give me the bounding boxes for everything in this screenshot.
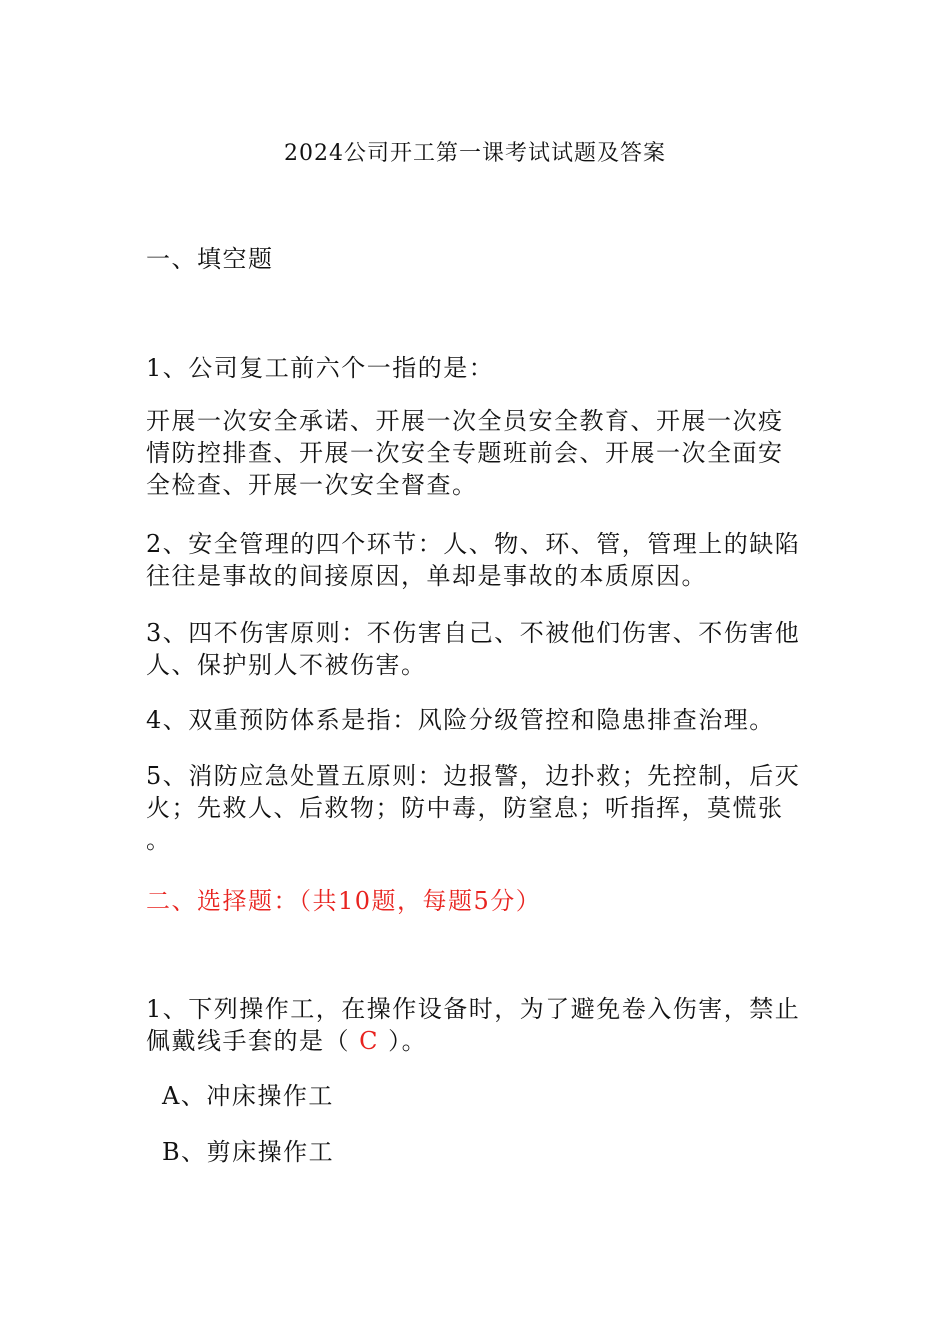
section-heading-fill-in: 一、填空题 bbox=[146, 245, 274, 273]
question-1 bbox=[146, 352, 806, 384]
answer-line: 情防控排查、开展一次安全专题班前会、开展一次全面安 bbox=[146, 439, 784, 467]
document-title: 2024公司开工第一课考试试题及答案 bbox=[284, 141, 666, 166]
question-3 bbox=[146, 617, 806, 681]
question-line: 1、公司复工前六个一指的是： bbox=[146, 354, 495, 382]
question-4 bbox=[146, 704, 806, 736]
question-line bbox=[146, 1025, 806, 1057]
question-line: 2、安全管理的四个环节：人、物、环、管，管理上的缺陷 bbox=[146, 530, 801, 558]
question-line: 往往是事故的间接原因，单却是事故的本质原因。 bbox=[146, 562, 707, 590]
section-heading-multiple-choice: 二、选择题：（共10题，每题5分） bbox=[146, 887, 542, 915]
question-5 bbox=[146, 760, 806, 856]
question-line: 。 bbox=[146, 826, 172, 854]
answer-1 bbox=[146, 405, 806, 501]
question-line: 人、保护别人不被伤害。 bbox=[146, 651, 427, 679]
option-b: B、剪床操作工 bbox=[162, 1138, 335, 1166]
question-line: 火；先救人、后救物；防中毒，防窒息；听指挥，莫慌张 bbox=[146, 794, 784, 822]
question-line: 3、四不伤害原则：不伤害自己、不被他们伤害、不伤害他 bbox=[146, 619, 801, 647]
answer-line: 全检查、开展一次安全督查。 bbox=[146, 471, 478, 499]
answer-letter: C bbox=[359, 1027, 380, 1055]
option-a: A、冲床操作工 bbox=[162, 1082, 334, 1110]
question-line: 5、消防应急处置五原则：边报警，边扑救；先控制，后灭 bbox=[146, 762, 801, 790]
question-2 bbox=[146, 528, 806, 592]
question-line: 1、下列操作工，在操作设备时，为了避免卷入伤害，禁止 bbox=[146, 995, 801, 1023]
question-text: 佩戴线手套的是（ bbox=[146, 1027, 360, 1055]
question-line: 4、双重预防体系是指：风险分级管控和隐患排查治理。 bbox=[146, 706, 775, 734]
question-text: ）。 bbox=[379, 1027, 428, 1055]
choice-question-1 bbox=[146, 993, 806, 1057]
answer-line: 开展一次安全承诺、开展一次全员安全教育、开展一次疫 bbox=[146, 407, 784, 435]
